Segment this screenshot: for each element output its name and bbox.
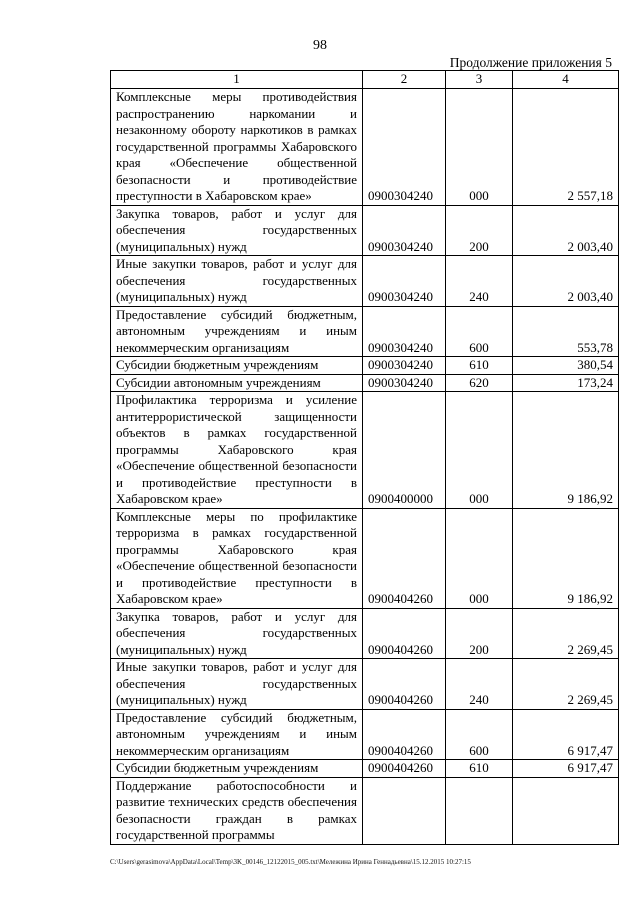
column-header: 1	[111, 71, 363, 89]
amount-cell: 6 917,47	[513, 760, 619, 778]
column-header: 4	[513, 71, 619, 89]
row-name-cell: Субсидии автономным учреждениям	[111, 374, 363, 392]
row-name-cell: Иные закупки товаров, работ и услуг для обеспечения государственных (муниципальных) нужд	[111, 659, 363, 710]
column-header: 2	[363, 71, 446, 89]
expense-type-cell: 000	[446, 508, 513, 608]
target-code-cell: 0900404260	[363, 709, 446, 760]
row-name-cell: Закупка товаров, работ и услуг для обеспечения государственных (муниципальных) нужд	[111, 205, 363, 256]
target-code-cell: 0900404260	[363, 659, 446, 710]
expense-type-cell: 600	[446, 709, 513, 760]
target-code-cell: 0900304240	[363, 374, 446, 392]
amount-cell: 2 557,18	[513, 89, 619, 206]
amount-cell	[513, 777, 619, 844]
table-row	[111, 508, 619, 608]
column-header: 3	[446, 71, 513, 89]
row-name-cell: Иные закупки товаров, работ и услуг для обеспечения государственных (муниципальных) нужд	[111, 256, 363, 307]
amount-cell: 9 186,92	[513, 508, 619, 608]
expense-type-cell: 000	[446, 89, 513, 206]
expense-type-cell: 620	[446, 374, 513, 392]
target-code-cell: 0900404260	[363, 760, 446, 778]
table-row	[111, 709, 619, 760]
expense-type-cell	[446, 777, 513, 844]
table-header-row	[111, 71, 619, 89]
table-row	[111, 374, 619, 392]
table-row	[111, 659, 619, 710]
table-row	[111, 777, 619, 844]
target-code-cell: 0900304240	[363, 89, 446, 206]
target-code-cell: 0900304240	[363, 256, 446, 307]
amount-cell: 2 003,40	[513, 205, 619, 256]
expense-type-cell: 200	[446, 205, 513, 256]
row-name-cell: Предоставление субсидий бюджетным, автономным учреждениям и иным некоммерческим организациям	[111, 306, 363, 357]
target-code-cell: 0900304240	[363, 357, 446, 375]
amount-cell: 553,78	[513, 306, 619, 357]
table-row	[111, 89, 619, 206]
target-code-cell: 0900404260	[363, 508, 446, 608]
expense-type-cell: 600	[446, 306, 513, 357]
row-name-cell: Предоставление субсидий бюджетным, автономным учреждениям и иным некоммерческим организациям	[111, 709, 363, 760]
amount-cell: 2 269,45	[513, 659, 619, 710]
expense-type-cell: 240	[446, 659, 513, 710]
amount-cell: 2 003,40	[513, 256, 619, 307]
amount-cell: 2 269,45	[513, 608, 619, 659]
row-name-cell: Закупка товаров, работ и услуг для обеспечения государственных (муниципальных) нужд	[111, 608, 363, 659]
row-name-cell: Субсидии бюджетным учреждениям	[111, 357, 363, 375]
target-code-cell: 0900304240	[363, 205, 446, 256]
target-code-cell: 0900400000	[363, 392, 446, 509]
page-number: 98	[313, 38, 327, 53]
target-code-cell	[363, 777, 446, 844]
budget-table	[110, 70, 619, 845]
continuation-label: Продолжение приложения 5	[449, 55, 612, 70]
target-code-cell: 0900404260	[363, 608, 446, 659]
amount-cell: 173,24	[513, 374, 619, 392]
amount-cell: 9 186,92	[513, 392, 619, 509]
table-row	[111, 357, 619, 375]
expense-type-cell: 610	[446, 357, 513, 375]
row-name-cell: Комплексные меры по профилактике терроризма в рамках государственной программы Хабаровского края «Обеспечение общественной безопасности и противодействие преступности в Хабаровском крае»	[111, 508, 363, 608]
target-code-cell: 0900304240	[363, 306, 446, 357]
table-row	[111, 392, 619, 509]
row-name-cell: Субсидии бюджетным учреждениям	[111, 760, 363, 778]
table-row	[111, 256, 619, 307]
table-row	[111, 760, 619, 778]
row-name-cell: Поддержание работоспособности и развитие технических средств обеспечения безопасности граждан в рамках государственной программы	[111, 777, 363, 844]
table-row	[111, 608, 619, 659]
expense-type-cell: 000	[446, 392, 513, 509]
expense-type-cell: 200	[446, 608, 513, 659]
row-name-cell: Комплексные меры противодействия распространению наркомании и незаконному обороту наркотиков в рамках государственной программы Хабаровского края «Обеспечение общественной безопасности и противодействие преступности в Хабаровском крае»	[111, 89, 363, 206]
expense-type-cell: 610	[446, 760, 513, 778]
amount-cell: 6 917,47	[513, 709, 619, 760]
expense-type-cell: 240	[446, 256, 513, 307]
row-name-cell: Профилактика терроризма и усиление антитеррористической защищенности объектов в рамках государственной программы Хабаровского края «Обеспечение общественной безопасности и противодействие преступности в Хабаровском крае»	[111, 392, 363, 509]
file-path-footer: C:\Users\gerasimova\AppData\Local\Temp\3K_00146_12122015_005.txt\Мележина Ирина Геннадьевна\15.12.2015 10:27:15	[110, 858, 471, 866]
amount-cell: 380,54	[513, 357, 619, 375]
table-row	[111, 205, 619, 256]
table-row	[111, 306, 619, 357]
